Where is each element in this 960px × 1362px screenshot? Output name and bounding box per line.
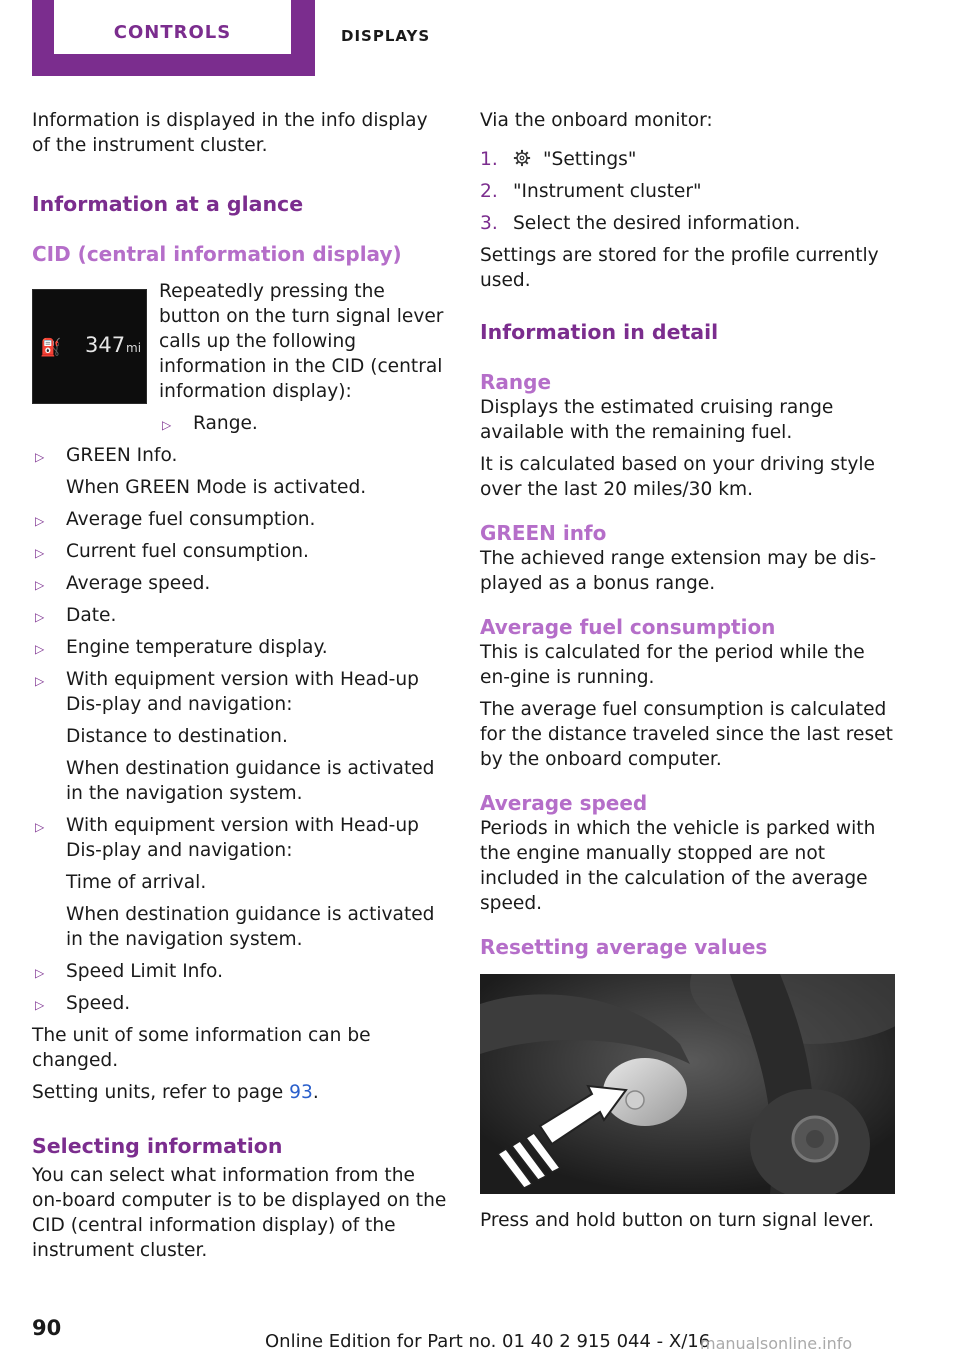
triangle-bullet-icon: ▷ [35,966,45,980]
cid-text: Repeatedly pressing the button on the turn signal lever calls up the following information in the CID (central information display): [159,281,444,402]
range-value: 347 [85,333,126,357]
heading-range: Range [480,370,552,394]
list-item: ▷ With equipment version with Head-up Dis-play and navigation: Time of arrival. When destination guidance is activated in the navigation system. [32,813,447,952]
page-link[interactable]: 93 [289,1082,313,1103]
list-item: ▷ Current fuel consumption. [32,539,447,564]
cid-first-bullet-list [159,411,447,436]
list-item-detail: Distance to destination. [66,726,288,747]
heading-selecting-information: Selecting information [32,1134,283,1158]
triangle-bullet-icon: ▷ [35,642,45,656]
step-item: 2. "Instrument cluster" [480,181,702,202]
tab-controls[interactable]: CONTROLS [54,0,291,54]
step-item: 1. "Settings" [480,149,637,170]
avg-fuel-text-1: This is calculated for the period while the en-gine is running. [480,642,865,688]
heading-green-info: GREEN info [480,521,607,545]
left-column [32,108,447,1270]
stored-text: Settings are stored for the profile currently used. [480,245,879,291]
list-item-detail: When GREEN Mode is activated. [66,477,367,498]
list-item: ▷ Average fuel consumption. [32,507,447,532]
triangle-bullet-icon: ▷ [162,418,172,432]
right-column [480,108,900,1240]
info-bullet-list [32,443,447,1016]
settings-steps [480,147,900,236]
cid-description [159,279,447,436]
triangle-bullet-icon: ▷ [35,546,45,560]
range-text-2: It is calculated based on your driving style over the last 20 miles/30 km. [480,454,875,500]
range-unit: mi [126,341,142,355]
range-text-1: Displays the estimated cruising range available with the remaining fuel. [480,397,834,443]
list-item: ▷ GREEN Info. When GREEN Mode is activated. [32,443,447,500]
list-item: ▷ Range. [159,411,447,436]
units-note: The unit of some information can be changed. [32,1025,371,1071]
heading-average-speed: Average speed [480,791,648,815]
list-item-detail: When destination guidance is activated in the navigation system. [66,758,435,804]
fuel-pump-icon: ⛽ [40,338,62,358]
triangle-bullet-icon: ▷ [35,820,45,834]
units-reference: Setting units, refer to page 93. [32,1082,319,1103]
intro-text: Information is displayed in the info display of the instrument cluster. [32,110,428,156]
heading-information-in-detail: Information in detail [480,320,719,344]
avg-fuel-text-2: The average fuel consumption is calculated for the distance traveled since the last reset by the onboard computer. [480,699,893,770]
triangle-bullet-icon: ▷ [35,514,45,528]
triangle-bullet-icon: ▷ [35,610,45,624]
page-number: 90 [32,1316,62,1340]
reset-caption: Press and hold button on turn signal lever. [480,1210,874,1231]
list-item: ▷ Date. [32,603,447,628]
heading-information-at-a-glance: Information at a glance [32,192,304,216]
list-item: ▷ With equipment version with Head-up Dis-play and navigation: Distance to destination. When destination guidance is activated in the navigation system. [32,667,447,806]
cid-display-figure [32,289,147,404]
triangle-bullet-icon: ▷ [35,674,45,688]
watermark: manualsonline.info [700,1334,853,1353]
tab-displays[interactable]: DISPLAYS [341,27,431,45]
via-text: Via the onboard monitor: [480,110,713,131]
list-item-detail: Time of arrival. [66,872,207,893]
triangle-bullet-icon: ▷ [35,578,45,592]
list-item: ▷ Average speed. [32,571,447,596]
triangle-bullet-icon: ▷ [35,998,45,1012]
gear-icon [513,147,535,172]
edition-footer: Online Edition for Part no. 01 40 2 915 044 - X/16 [265,1331,711,1352]
select-text: You can select what information from the on-board computer is to be displayed on the CID (central information display) of the instrument cluster. [32,1165,447,1261]
triangle-bullet-icon: ▷ [35,450,45,464]
heading-cid: CID (central information display) [32,242,402,266]
step-item: 3. Select the desired information. [480,213,801,234]
heading-resetting-average-values: Resetting average values [480,935,768,959]
turn-signal-lever-photo [480,974,895,1194]
list-item: ▷ Engine temperature display. [32,635,447,660]
avg-speed-text: Periods in which the vehicle is parked with the engine manually stopped are not included in the calculation of the average speed. [480,818,876,914]
list-item-detail: When destination guidance is activated in the navigation system. [66,904,435,950]
green-text: The achieved range extension may be dis-played as a bonus range. [480,548,877,594]
list-item: ▷ Speed Limit Info. [32,959,447,984]
heading-average-fuel-consumption: Average fuel consumption [480,615,776,639]
list-item: ▷ Speed. [32,991,447,1016]
